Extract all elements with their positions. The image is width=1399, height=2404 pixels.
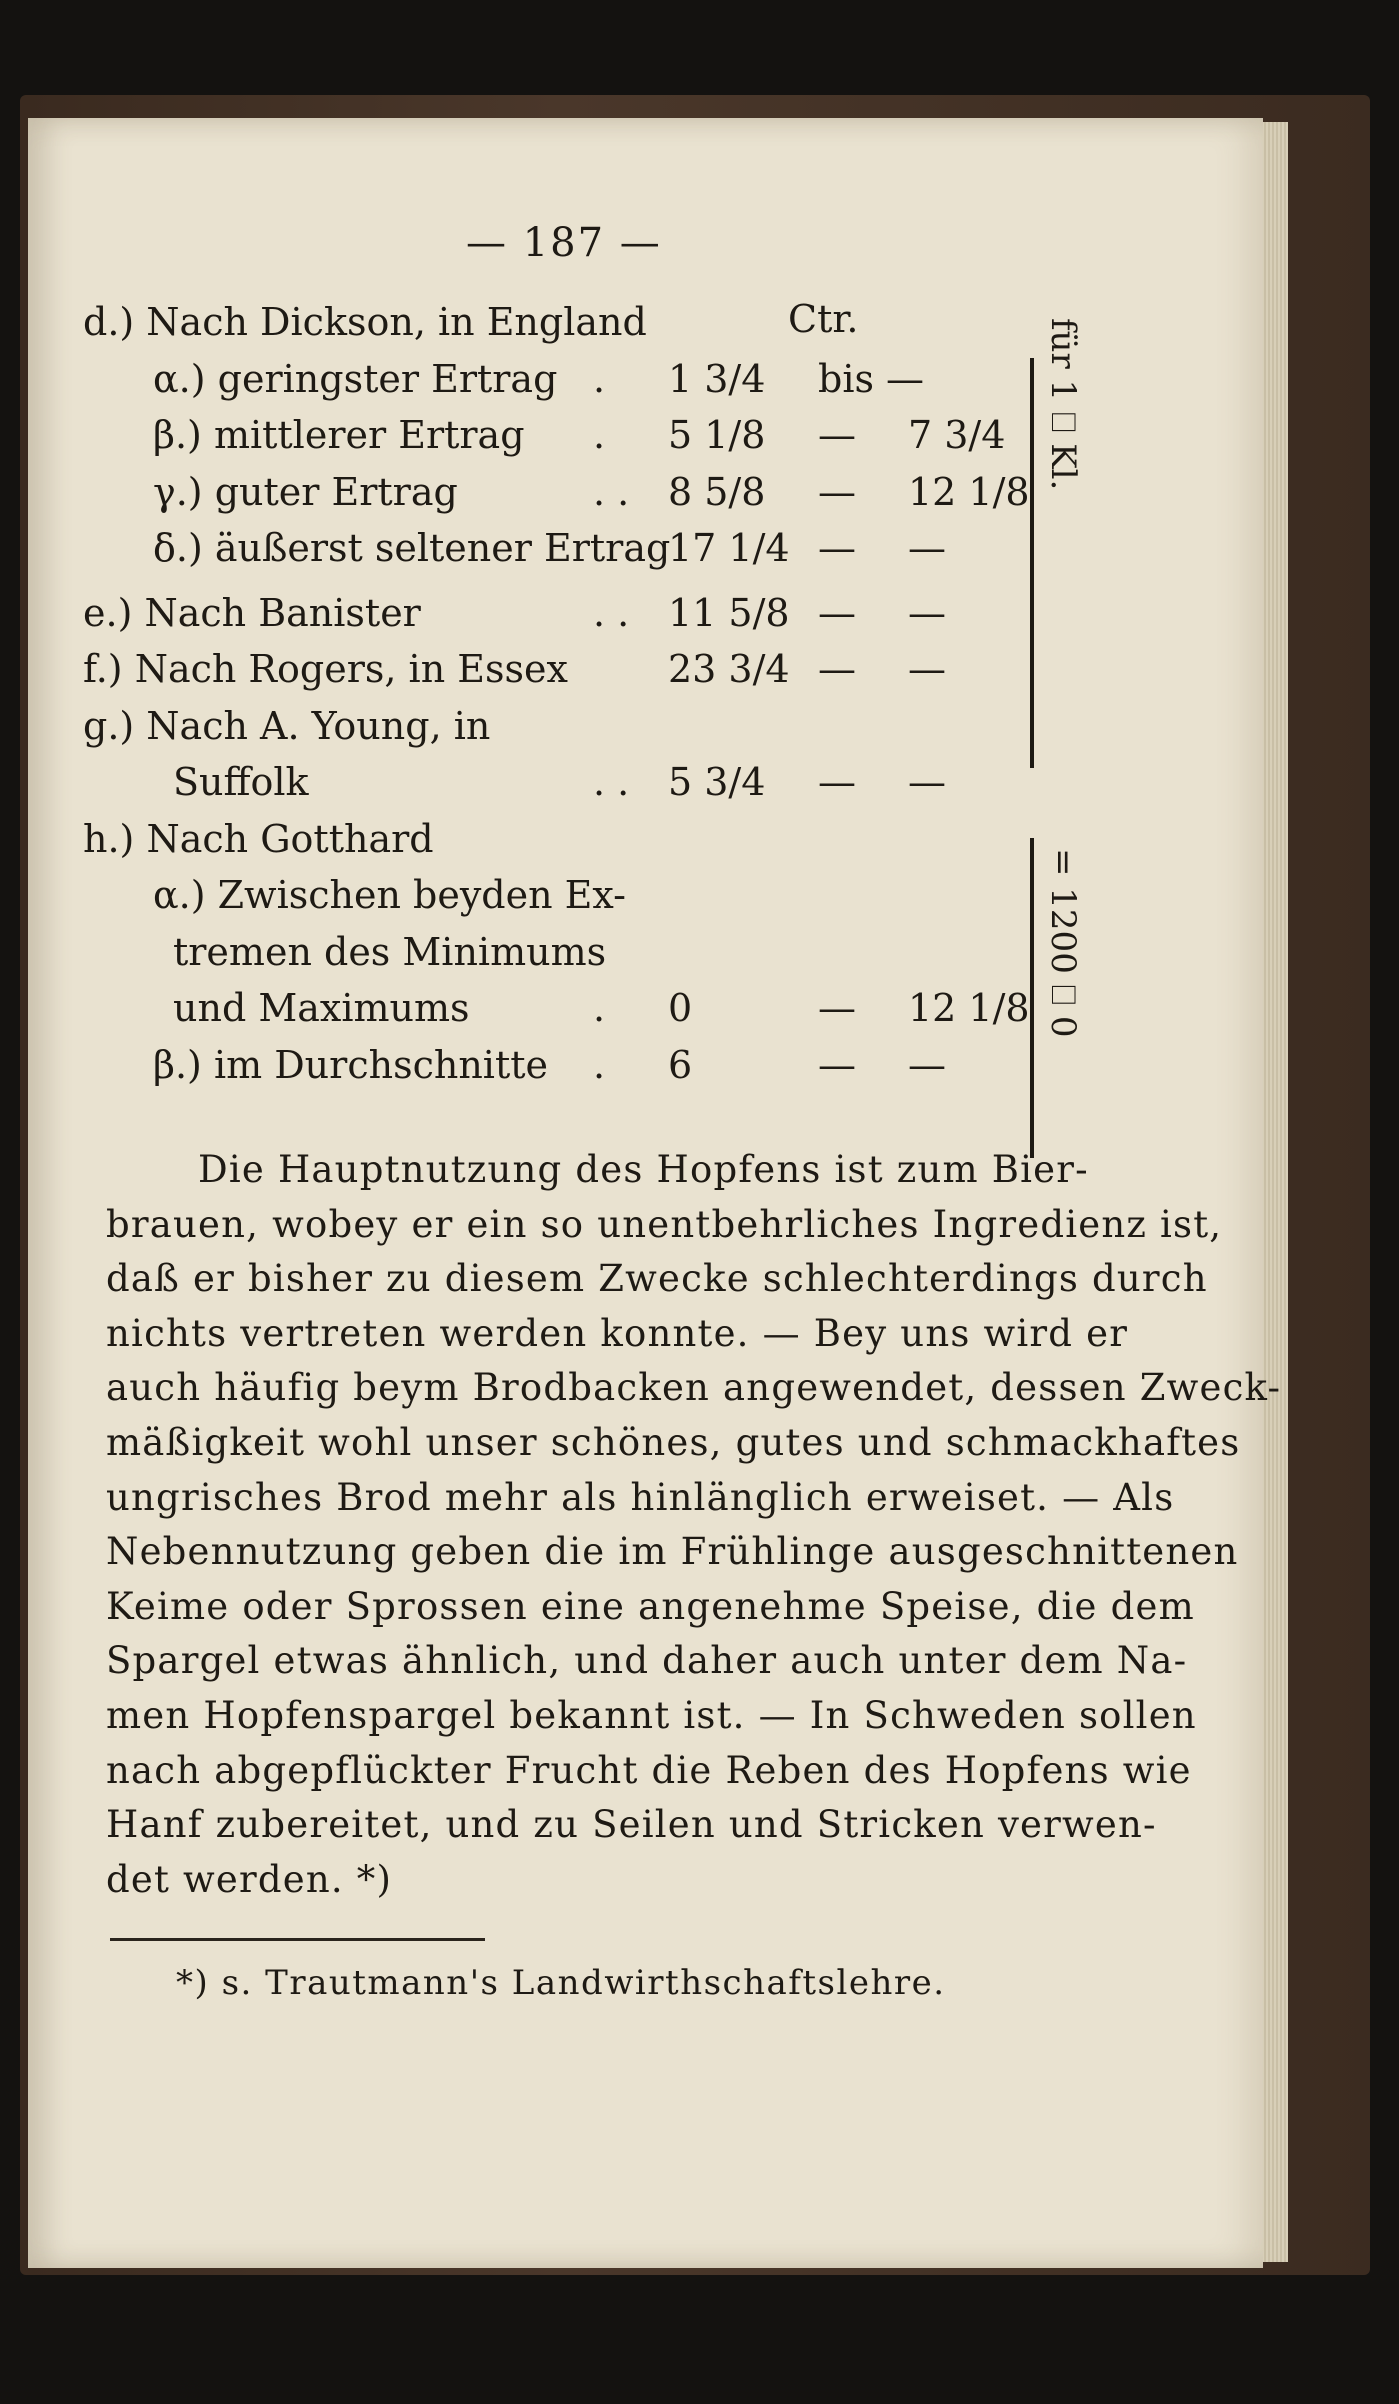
paragraph-line: Keime oder Sprossen eine angenehme Speise, die dem (106, 1584, 1195, 1628)
brace-top (1030, 358, 1034, 768)
row-value-from: 5 3/4 (668, 760, 766, 804)
paragraph-line: mäßigkeit wohl unser schönes, gutes und schmackhaftes (106, 1421, 1241, 1464)
row-label: tremen des Minimums (173, 929, 607, 974)
footnote-rule (110, 1938, 485, 1941)
row-value-sep: — (818, 647, 856, 691)
row-label: β.) im Durchschnitte (153, 1042, 548, 1087)
paragraph-line: det werden. *) (106, 1857, 393, 1901)
row-dots: . . (593, 469, 630, 514)
row-label: α.) geringster Ertrag (153, 356, 558, 401)
row-value-from: 0 (668, 986, 693, 1030)
paragraph-line: auch häufig beym Brodbacken angewendet, dessen Zweck- (106, 1366, 1282, 1410)
paragraph-line: Spargel etwas ähnlich, und daher auch unter dem Na- (106, 1639, 1188, 1683)
paragraph-line: nichts vertreten werden konnte. — Bey uns wird er (106, 1311, 1129, 1355)
row-value-sep: — (818, 1042, 856, 1087)
row-dots: . (593, 413, 606, 457)
row-label: δ.) äußerst seltener Ertrag (153, 526, 671, 570)
row-value-to: 12 1/8 (908, 469, 1030, 514)
row-value-to: — (908, 526, 946, 570)
row-value-to: 12 1/8 (908, 986, 1030, 1030)
unit-header: Ctr. (788, 297, 859, 341)
row-value-sep: — (818, 760, 856, 804)
row-dots: . (593, 986, 606, 1030)
brace-bottom (1030, 838, 1034, 1158)
paragraph-line: Nebennutzung geben die im Frühlinge ausgeschnittenen (106, 1530, 1239, 1574)
row-value-sep: — (818, 590, 856, 635)
row-label: g.) Nach A. Young, in (83, 703, 491, 748)
paragraph-line: daß er bisher zu diesem Zwecke schlechterdings durch (106, 1257, 1208, 1301)
row-value-sep: — (818, 526, 856, 570)
row-label: und Maximums (173, 986, 470, 1030)
paragraph-line: ungrisches Brod mehr als hinlänglich erweiset. — Als (106, 1475, 1175, 1519)
row-value-to: — (908, 760, 946, 804)
row-label: β.) mittlerer Ertrag (153, 413, 525, 457)
row-value-sep: — (818, 986, 856, 1030)
row-label: d.) Nach Dickson, in England (83, 300, 647, 344)
footnote: *) s. Trautmann's Landwirthschaftslehre. (176, 1963, 946, 2003)
paragraph-line: Die Hauptnutzung des Hopfens ist zum Bier- (198, 1148, 1089, 1191)
row-value-from: 17 1/4 (668, 526, 790, 570)
paragraph-line: men Hopfenspargel bekannt ist. — In Schweden sollen (106, 1694, 1197, 1737)
row-label: f.) Nach Rogers, in Essex (83, 647, 568, 691)
row-value-from: 5 1/8 (668, 413, 766, 457)
row-value-to: — (908, 1042, 946, 1087)
row-dots: . . (593, 760, 630, 804)
row-label: h.) Nach Gotthard (83, 816, 434, 861)
page-edges (1262, 122, 1288, 2262)
row-value-from: 1 3/4 (668, 356, 766, 401)
book-page (28, 118, 1282, 2268)
row-label: γ.) guter Ertrag (153, 469, 458, 514)
row-value-to: 7 3/4 (908, 413, 1006, 457)
paragraph-line: brauen, wobey er ein so unentbehrliches Ingredienz ist, (106, 1202, 1223, 1246)
row-value-from: 11 5/8 (668, 590, 790, 635)
paragraph-line: nach abgepflückter Frucht die Reben des Hopfens wie (106, 1748, 1192, 1792)
paragraph-line: Hanf zubereitet, und zu Seilen und Stricken verwen- (106, 1803, 1157, 1847)
row-label: α.) Zwischen beyden Ex- (153, 873, 627, 917)
page-number: — 187 — (466, 220, 662, 266)
row-label: Suffolk (173, 760, 309, 804)
row-value-to: — (908, 647, 946, 691)
row-value-from: 23 3/4 (668, 647, 790, 691)
row-value-sep: bis — (818, 356, 925, 401)
row-dots: . (593, 1042, 606, 1087)
row-value-from: 8 5/8 (668, 469, 766, 514)
row-value-sep: — (818, 469, 856, 514)
side-note-top: für 1 ⎕ Kl. (1043, 318, 1083, 491)
row-value-to: — (908, 590, 946, 635)
row-label: e.) Nach Banister (83, 590, 421, 635)
row-value-sep: — (818, 413, 856, 457)
row-dots: . (593, 356, 606, 401)
row-value-from: 6 (668, 1042, 693, 1087)
row-dots: . . (593, 590, 630, 635)
side-note-bottom: = 1200 ⎕ 0 (1043, 848, 1083, 1038)
